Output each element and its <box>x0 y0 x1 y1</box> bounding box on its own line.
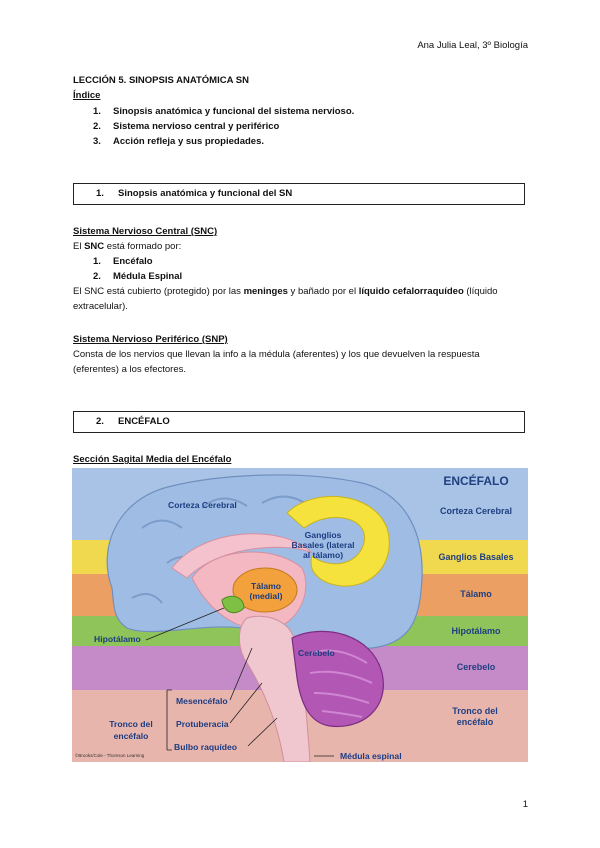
figure-caption: Sección Sagital Media del Encéfalo <box>73 454 232 465</box>
snp-heading: Sistema Nervioso Periférico (SNP) <box>73 334 228 345</box>
index-item: 2. Sistema nervioso central y periférico <box>93 121 280 132</box>
section-2-heading-box: 2. ENCÉFALO <box>73 411 525 433</box>
legend-thalamus: Tálamo <box>460 589 492 599</box>
index-list <box>93 104 354 149</box>
label-medulla: Bulbo raquídeo <box>174 742 238 752</box>
label-pons: Protuberacia <box>176 719 229 729</box>
legend-hypothalamus: Hipotálamo <box>451 626 501 636</box>
page-number: 1 <box>522 799 528 810</box>
legend-title: ENCÉFALO <box>443 474 509 488</box>
label-spinal-cord: Médula espinal <box>340 751 402 761</box>
legend-basal-ganglia: Ganglios Basales <box>438 552 514 562</box>
label-hypothalamus: Hipotálamo <box>94 634 141 644</box>
label-mesencephalon: Mesencéfalo <box>176 696 228 706</box>
snc-paragraph: El SNC está cubierto (protegido) por las meninges y bañado por el líquido cefalorraquídeo (líquido extracelular). <box>73 286 498 312</box>
snc-heading: Sistema Nervioso Central (SNC) <box>73 226 218 237</box>
index-heading: Índice <box>73 90 101 101</box>
figure-credit: ©Brooks/Cole - Thomson Learning <box>75 753 145 758</box>
index-item: 1. Sinopsis anatómica y funcional del sistema nervioso. <box>93 106 355 117</box>
legend-cerebellum: Cerebelo <box>456 662 496 672</box>
legend-brainstem: Tronco del encéfalo <box>452 706 498 727</box>
label-thalamus: Tálamo (medial) <box>249 581 283 601</box>
legend-cortex: Corteza Cerebral <box>439 506 513 516</box>
snp-paragraph: Consta de los nervios que llevan la info a la médula (aferentes) y los que devuelven la respuesta (eferentes) a los efectores. <box>73 349 480 375</box>
snc-item: 1. Encéfalo <box>93 256 153 267</box>
brainstem-bracket <box>167 690 172 750</box>
brain-figure <box>72 468 528 762</box>
snc-list <box>93 254 182 284</box>
index-item: 3. Acción refleja y sus propiedades. <box>93 136 264 147</box>
page-author: Ana Julia Leal, 3º Biología <box>417 40 528 51</box>
label-basal-ganglia: Ganglios Basales (lateral al tálamo) <box>291 530 355 560</box>
label-cortex: Corteza Cerebral <box>168 500 237 510</box>
snc-intro: El SNC está formado por: <box>73 241 182 252</box>
section-1-heading-box: 1. Sinopsis anatómica y funcional del SN <box>73 183 525 205</box>
snc-item: 2. Médula Espinal <box>93 271 183 282</box>
label-cerebellum: Cerebelo <box>298 648 335 658</box>
leader-medulla <box>248 718 277 746</box>
label-brainstem: Tronco del encéfalo <box>109 719 153 741</box>
leader-mesencephalon <box>230 648 252 700</box>
lesson-title: LECCIÓN 5. SINOPSIS ANATÓMICA SN <box>73 75 249 86</box>
